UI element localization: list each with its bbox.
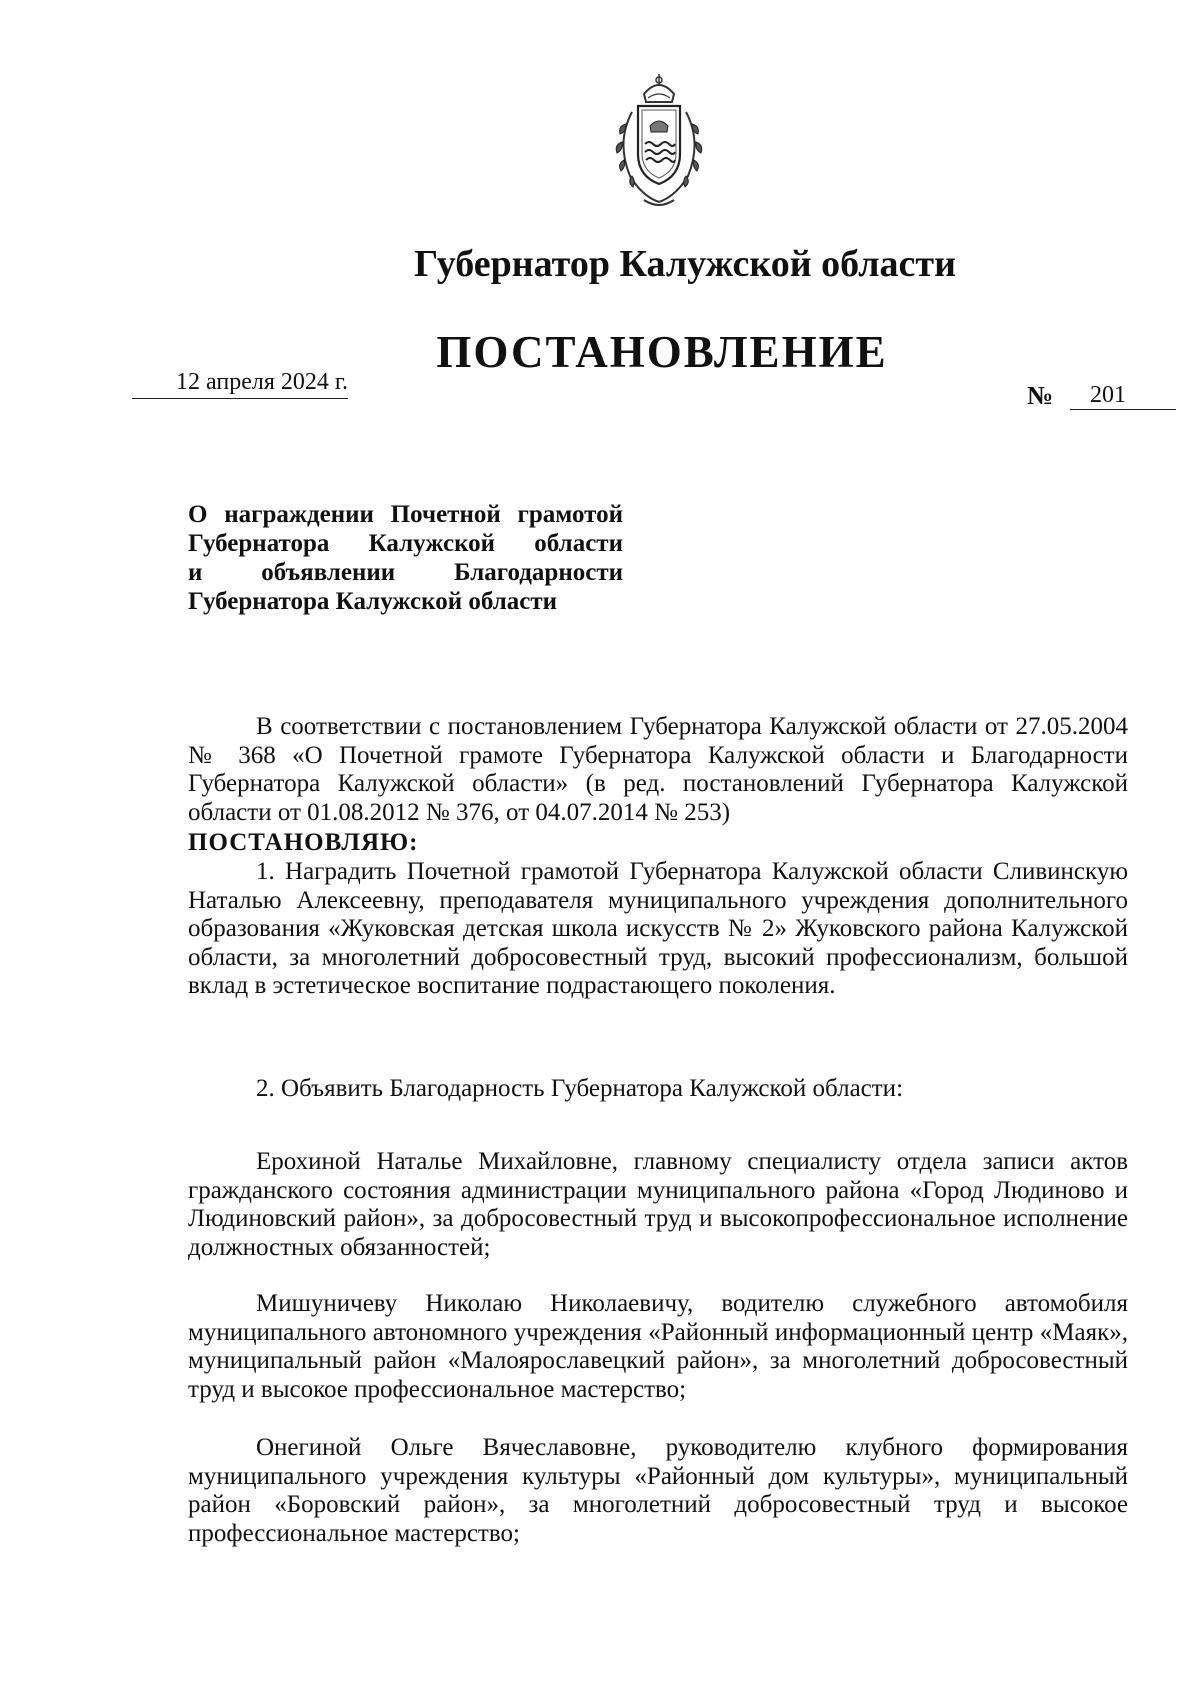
item-1-block	[188, 858, 1128, 1001]
document-number-label: №	[1027, 381, 1054, 410]
decree-keyword: ПОСТАНОВЛЯЮ:	[188, 829, 419, 856]
coat-of-arms-emblem	[600, 72, 718, 212]
document-type-title: ПОСТАНОВЛЕНИЕ	[436, 327, 888, 377]
subject-line: и объявлении Благодарности	[188, 559, 623, 586]
recipient-paragraph: Онегиной Ольге Вячеславовне, руководителю клубного формирования муниципального учреждения культуры «Районный дом культуры», муниципальный район «Боровский район», за многолетний добросовестный труд и высокое профессиональное мастерство;	[188, 1434, 1128, 1547]
coat-of-arms-icon	[600, 72, 718, 212]
issuing-authority: Губернатор Калужской области	[414, 243, 956, 285]
subject-line: О награждении Почетной грамотой	[188, 501, 623, 528]
subject-line: Губернатора Калужской области	[188, 530, 623, 557]
recipient-paragraph: Ерохиной Наталье Михайловне, главному специалисту отдела записи актов гражданского состояния администрации муниципального района «Город Людиново и Людиновский район», за добросовестный труд и высокопрофессиональное исполнение должностных обязанностей;	[188, 1148, 1128, 1261]
recipient-3-block	[188, 1434, 1128, 1548]
item-1-paragraph: 1. Наградить Почетной грамотой Губернатора Калужской области Сливинскую Наталью Алексеевну, преподавателя муниципального учреждения дополнительного образования «Жуковская детская школа искусств № 2» Жуковского района Калужской области, за многолетний добросовестный труд, высокий профессионализм, большой вклад в эстетическое воспитание подрастающего поколения.	[188, 858, 1128, 999]
preamble-block	[188, 713, 1128, 827]
document-subject	[188, 500, 623, 616]
item-2-paragraph: 2. Объявить Благодарность Губернатора Калужской области:	[256, 1075, 904, 1102]
preamble-paragraph: В соответствии с постановлением Губернатора Калужской области от 27.05.2004 № 368 «О Почетной грамоте Губернатора Калужской области и Благодарности Губернатора Калужской области» (в ред. постановлений Губернатора Калужской области от 01.08.2012 № 376, от 04.07.2014 № 253)	[188, 713, 1128, 826]
document-date: 12 апреля 2024 г.	[132, 368, 348, 399]
recipient-1-block	[188, 1148, 1128, 1262]
item-2-block	[188, 1075, 1128, 1104]
recipient-2-block	[188, 1290, 1128, 1404]
subject-line: Губернатора Калужской области	[188, 588, 558, 615]
recipient-paragraph: Мишуничеву Николаю Николаевичу, водителю служебного автомобиля муниципального автономного учреждения «Районный информационный центр «Маяк», муниципальный район «Малоярославецкий район», за многолетний добросовестный труд и высокое профессиональное мастерство;	[188, 1290, 1128, 1403]
document-number: 201	[1070, 381, 1176, 410]
